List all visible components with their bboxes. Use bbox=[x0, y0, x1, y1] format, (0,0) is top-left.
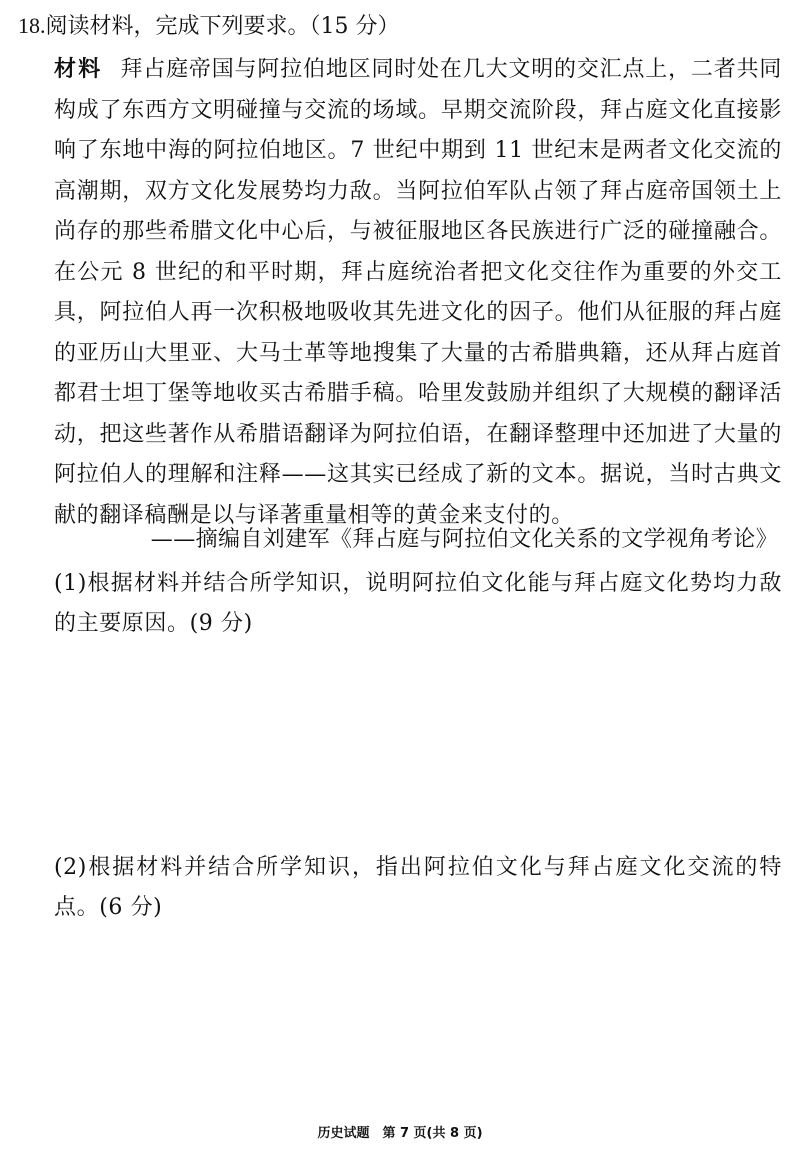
question-header bbox=[18, 8, 400, 45]
question-number: 18. bbox=[18, 13, 46, 38]
material-text: 拜占庭帝国与阿拉伯地区同时处在几大文明的交汇点上，二者共同构成了东西方文明碰撞与交流的场域。早期交流阶段，拜占庭文化直接影响了东地中海的阿拉伯地区。7 世纪中期到 11 世纪末是两者文化交流的高潮期，双方文化发展势均力敌。当阿拉伯军队占领了拜占庭帝国领土上尚存的那些希腊文化中心后，与被征服地区各民族进行广泛的碰撞融合。在公元 8 世纪的和平时期，拜占庭统治者把文化交往作为重要的外交工具，阿拉伯人再一次积极地吸收其先进文化的因子。他们从征服的拜占庭的亚历山大里亚、大马士革等地搜集了大量的古希腊典籍，还从拜占庭首都君士坦丁堡等地收买古希腊手稿。哈里发鼓励并组织了大规模的翻译活动，把这些著作从希腊语翻译为阿拉伯语，在翻译整理中还加进了大量的阿拉伯人的理解和注释——这其实已经成了新的文本。据说，当时古典文献的翻译稿酬是以与译著重量相等的黄金来支付的。 bbox=[54, 57, 782, 528]
material-source: ——摘编自刘建军《拜占庭与阿拉伯文化关系的文学视角考论》 bbox=[150, 527, 778, 552]
page-footer: 历史试题 第 7 页(共 8 页) bbox=[317, 1126, 483, 1141]
sub-question-1: (1)根据材料并结合所学知识，说明阿拉伯文化能与拜占庭文化势均力敌的主要原因。(9 分) bbox=[54, 571, 782, 636]
sub-question-2: (2)根据材料并结合所学知识，指出阿拉伯文化与拜占庭文化交流的特点。(6 分) bbox=[54, 855, 782, 920]
question-instruction: 阅读材料，完成下列要求。（15 分） bbox=[45, 14, 400, 39]
material-passage bbox=[54, 50, 782, 536]
material-label: 材料 bbox=[54, 57, 103, 82]
